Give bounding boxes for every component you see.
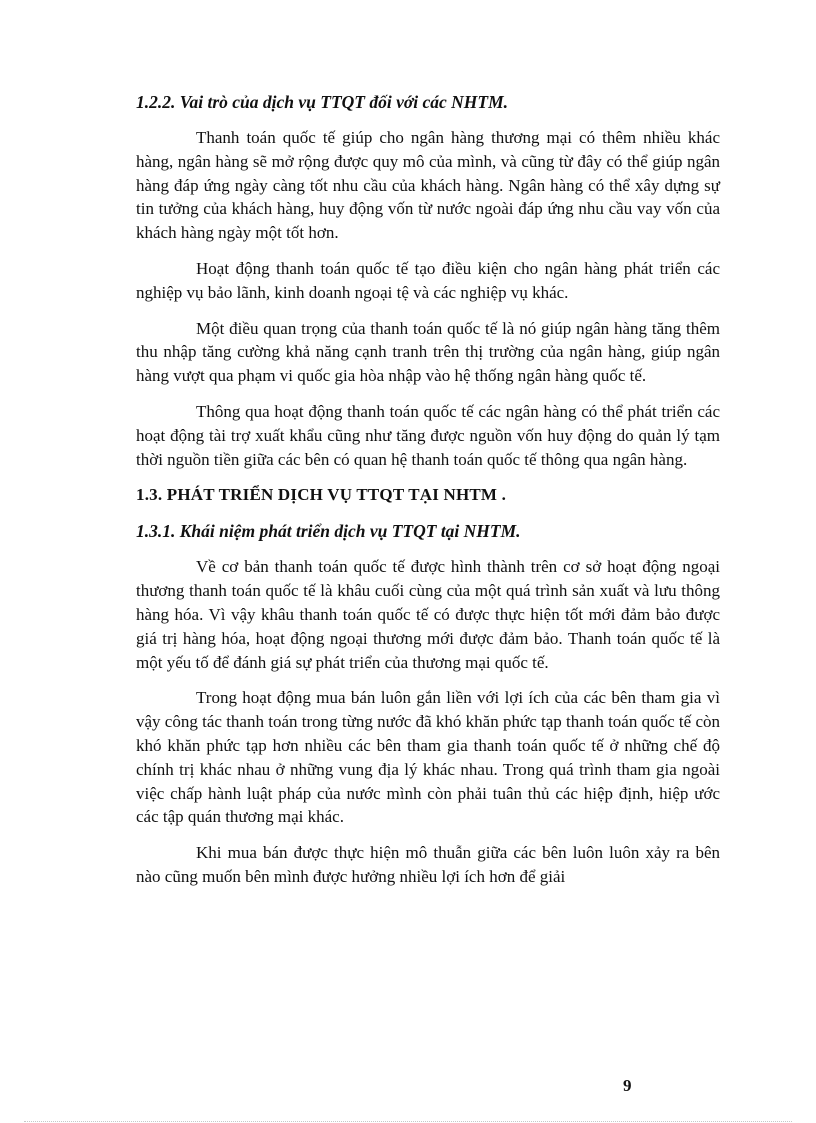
paragraph-concept-1: Về cơ bản thanh toán quốc tế được hình thành trên cơ sở hoạt động ngoại thương thanh toán quốc tế là khâu cuối cùng của một quá trình sản xuất và lưu thông hàng hóa. Vì vậy khâu thanh toán quốc tế có được thực hiện tốt mới đảm bảo được giá trị hàng hóa, hoạt động ngoại thương mới được đảm bảo. Thanh toán quốc tế là một yếu tố để đánh giá sự phát triển của thương mại quốc tế.: [136, 557, 720, 672]
section-heading-1-3-1: 1.3.1. Khái niệm phát triển dịch vụ TTQT tại NHTM.: [136, 521, 521, 542]
page-number: 9: [623, 1076, 632, 1095]
paragraph-role-2: Hoạt động thanh toán quốc tế tạo điều kiện cho ngân hàng phát triển các nghiệp vụ bảo lãnh, kinh doanh ngoại tệ và các nghiệp vụ khác.: [136, 258, 720, 302]
paragraph-concept-3: Khi mua bán được thực hiện mô thuẫn giữa các bên luôn luôn xảy ra bên nào cũng muốn bên mình được hưởng nhiều lợi ích hơn để giải: [136, 843, 720, 886]
page-bottom-divider: [24, 1121, 792, 1122]
section-heading-1-3: 1.3. PHÁT TRIỂN DỊCH VỤ TTQT TẠI NHTM .: [136, 485, 507, 505]
paragraph-concept-2: Trong hoạt động mua bán luôn gắn liền với lợi ích của các bên tham gia vì vậy công tác thanh toán trong từng nước đã khó khăn phức tạp thanh toán quốc tế còn khó khăn phức tạp hơn nhiều các bên tham gia thanh toán quốc tế ở những chế độ chính trị khác nhau ở những vung địa lý khác nhau. Trong quá trình tham gia ngoài việc chấp hành luật pháp của nước mình còn phải tuân thủ các hiệp định, hiệp ước các tập quán thương mại khác.: [136, 688, 720, 827]
paragraph-role-4: Thông qua hoạt động thanh toán quốc tế các ngân hàng có thể phát triển các hoạt động tài trợ xuất khẩu cũng như tăng được nguồn vốn huy động do quản lý tạm thời nguồn tiền giữa các bên có quan hệ thanh toán quốc tế thông qua ngân hàng.: [136, 401, 720, 469]
page-content: [136, 90, 720, 901]
section-heading-1-2-2: 1.2.2. Vai trò của dịch vụ TTQT đối với các NHTM.: [136, 92, 509, 112]
paragraph-role-3: Một điều quan trọng của thanh toán quốc tế là nó giúp ngân hàng tăng thêm thu nhập tăng cường khả năng cạnh tranh trên thị trường của ngân hàng, giúp ngân hàng vượt qua phạm vi quốc gia hòa nhập vào hệ thống ngân hàng quốc tế.: [136, 318, 720, 386]
paragraph-role-1: Thanh toán quốc tế giúp cho ngân hàng thương mại có thêm nhiều khác hàng, ngân hàng sẽ mở rộng được quy mô của mình, và cũng từ đây có thể giúp ngân hàng đáp ứng ngày càng tốt nhu cầu của khách hàng. Ngân hàng có thể xây dựng sự tin tưởng của khách hàng, huy động vốn từ nước ngoài đáp ứng nhu cầu vay vốn của khách hàng ngày một tốt hơn.: [136, 128, 720, 243]
